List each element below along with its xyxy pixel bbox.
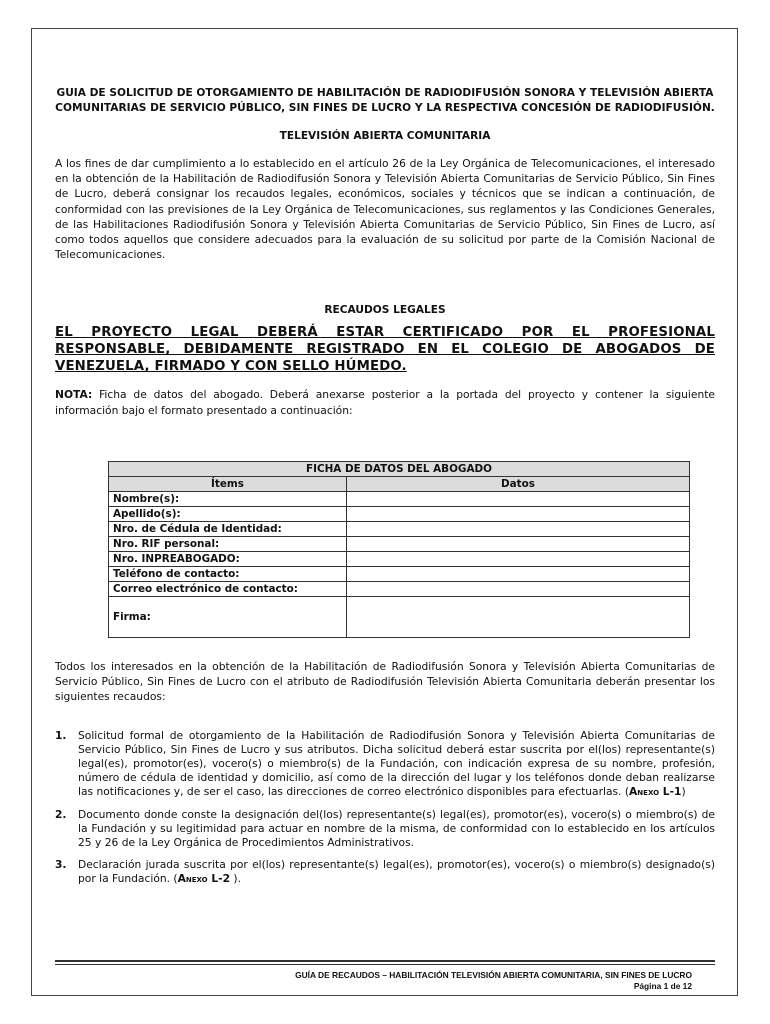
list-number: 3.	[55, 858, 67, 872]
ficha-row-value[interactable]	[347, 492, 690, 507]
document-subtitle: TELEVISIÓN ABIERTA COMUNITARIA	[279, 130, 491, 142]
recaudos-section	[55, 659, 715, 895]
ficha-col-datos: Datos	[347, 477, 690, 492]
ficha-row-label: Apellido(s):	[109, 507, 347, 522]
table-row	[109, 552, 690, 567]
ficha-row-value[interactable]	[347, 507, 690, 522]
ficha-row-label: Firma:	[109, 597, 347, 638]
ficha-row-value[interactable]	[347, 522, 690, 537]
ficha-row-label: Nro. RIF personal:	[109, 537, 347, 552]
list-text: Declaración jurada suscrita por el(los) representante(s) legal(es), promotor(es), vocero(s) o miembro(s) designado(s) por la Fundación. (	[78, 858, 715, 886]
table-row	[109, 522, 690, 537]
table-row	[109, 537, 690, 552]
table-row	[109, 492, 690, 507]
page-number: Página 1 de 12	[633, 981, 692, 991]
anexo-ref: Anexo L-2	[177, 872, 231, 886]
ficha-row-value[interactable]	[347, 552, 690, 567]
recaudos-list	[55, 729, 715, 887]
nota-text: Ficha de datos del abogado. Deberá anexarse posterior a la portada del proyecto y contener la siguiente información bajo el formato presentado a continuación:	[55, 388, 715, 417]
page-footer	[55, 970, 692, 992]
ficha-row-label: Nombre(s):	[109, 492, 347, 507]
intro-paragraph: A los fines de dar cumplimiento a lo establecido en el artículo 26 de la Ley Orgánica de Telecomunicaciones, el interesado en la obtención de la Habilitación de Radiodifusión Sonora y Televisión Abierta Comunitarias de Servicio Público, Sin Fines de Lucro, deberá consignar los recaudos legales, económicos, sociales y técnicos que se indican a continuación, de conformidad con las previsiones de la Ley Orgánica de Telecomunicaciones, sus reglamentos y las Condiciones Generales, de las Habilitaciones Radiodifusión Sonora y Televisión Abierta Comunitarias de Servicio Público, Sin Fines de Lucro, así como todos aquellos que considere adecuados para la evaluación de su solicitud por parte de la Comisión Nacional de Telecomunicaciones.	[55, 157, 715, 262]
ficha-row-label: Correo electrónico de contacto:	[109, 582, 347, 597]
list-text: Documento donde conste la designación del(los) representante(s) legal(es), promotor(es), vocero(s) o miembro(s) de la Fundación y su legitimidad para actuar en nombre de la misma, de conformidad con lo establecido en los artículos 25 y 26 de la Ley Orgánica de Procedimientos Administrativos.	[78, 807, 715, 850]
list-item	[55, 858, 715, 886]
ficha-row-label: Nro. de Cédula de Identidad:	[109, 522, 347, 537]
ficha-table	[108, 461, 690, 638]
ficha-title: FICHA DE DATOS DEL ABOGADO	[109, 462, 690, 477]
list-number: 1.	[55, 728, 67, 742]
ficha-row-value[interactable]	[347, 597, 690, 638]
footer-divider	[55, 960, 715, 962]
table-row	[109, 567, 690, 582]
ficha-row-value[interactable]	[347, 582, 690, 597]
ficha-row-label: Nro. INPREABOGADO:	[109, 552, 347, 567]
list-item	[55, 808, 715, 851]
recaudos-intro: Todos los interesados en la obtención de la Habilitación de Radiodifusión Sonora y Televisión Abierta Comunitarias de Servicio Público, Sin Fines de Lucro con el atributo de Radiodifusión Televisión Abierta Comunitaria deberán presentar los siguientes recaudos:	[55, 660, 715, 704]
list-item	[55, 729, 715, 800]
table-row	[109, 597, 690, 638]
document-title: GUIA DE SOLICITUD DE OTORGAMIENTO DE HABILITACIÓN DE RADIODIFUSIÓN SONORA Y TELEVISIÓN ABIERTA COMUNITARIAS DE SERVICIO PÚBLICO, SIN FINES DE LUCRO Y LA RESPECTIVA CONCESIÓN DE RADIODIFUSIÓN.	[55, 87, 715, 114]
nota-paragraph	[55, 387, 715, 417]
ficha-row-value[interactable]	[347, 537, 690, 552]
section-heading: RECAUDOS LEGALES	[324, 304, 446, 317]
certification-heading: EL PROYECTO LEGAL DEBERÁ ESTAR CERTIFICADO POR EL PROFESIONAL RESPONSABLE, DEBIDAMENTE REGISTRADO EN EL COLEGIO DE ABOGADOS DE VENEZUELA, FIRMADO Y CON SELLO HÚMEDO.	[55, 325, 715, 375]
list-text: Solicitud formal de otorgamiento de la Habilitación de Radiodifusión Sonora y Televisión Abierta Comunitarias de Servicio Público, Sin Fines de Lucro y sus atributos. Dicha solicitud deberá estar suscrita por el(los) representante(s) legal(es), promotor(es), vocero(s) o miembro(s) de la Fundación, con indicación expresa de su nombre, profesión, número de cédula de identidad y domicilio, así como de la dirección del lugar y los teléfonos donde deban realizarse las notificaciones y, de ser el caso, las direcciones de correo electrónico disponibles para efectuarlas. (	[78, 728, 715, 799]
footer-divider-thin	[55, 964, 715, 965]
document-body	[55, 86, 715, 418]
list-number: 2.	[55, 807, 67, 821]
list-tail: )	[681, 785, 686, 799]
footer-title: GUÍA DE RECAUDOS – HABILITACIÓN TELEVISIÓN ABIERTA COMUNITARIA, SIN FINES DE LUCRO	[295, 970, 692, 980]
list-tail: ).	[230, 872, 241, 886]
anexo-ref: Anexo L-1	[629, 785, 682, 799]
nota-label: NOTA:	[55, 388, 93, 402]
table-row	[109, 507, 690, 522]
table-row	[109, 582, 690, 597]
ficha-col-items: Ítems	[109, 477, 347, 492]
ficha-row-label: Teléfono de contacto:	[109, 567, 347, 582]
ficha-row-value[interactable]	[347, 567, 690, 582]
